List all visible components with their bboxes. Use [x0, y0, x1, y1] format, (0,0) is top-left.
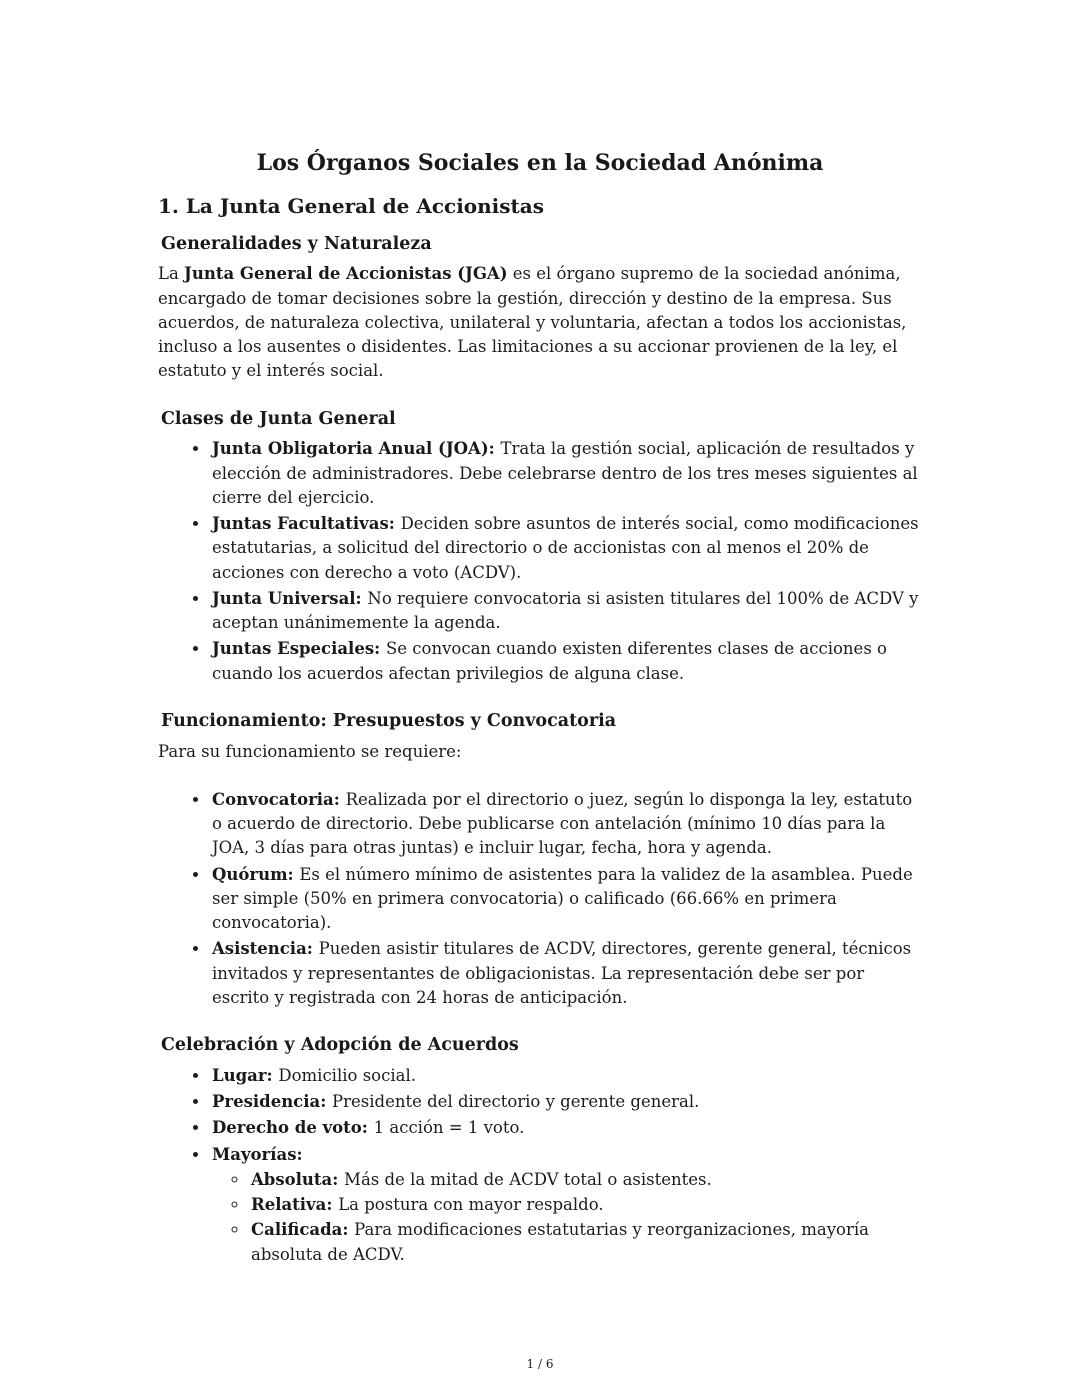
bullet-text: Pueden asistir titulares de ACDV, directores, gerente general, técnicos invitados y representantes de obligacionistas. La representación debe ser por escrito y registrada con 24 horas de anticipación. — [212, 939, 912, 1007]
bullet-text: Presidente del directorio y gerente general. — [332, 1092, 700, 1111]
list-item-asistencia — [210, 937, 922, 1010]
paragraph-generalidades — [158, 262, 922, 383]
bullet-text: Trata la gestión social, aplicación de resultados y elección de administradores. Debe celebrarse dentro de los tres meses siguientes al cierre del ejercicio. — [212, 439, 918, 507]
bullet-text: Es el número mínimo de asistentes para la validez de la asamblea. Puede ser simple (50% en primera convocatoria) o calificado (66.66% en primera convocatoria). — [212, 864, 913, 932]
bullet-lead: Derecho de voto: — [212, 1118, 374, 1138]
bullet-text: Deciden sobre asuntos de interés social, como modificaciones estatutarias, a solicitud del directorio o de accionistas con al menos el 20% de acciones con derecho a voto (ACDV). — [212, 514, 919, 582]
celebracion-bullet-list — [158, 1064, 922, 1267]
page-number: 1 / 6 — [526, 1357, 554, 1371]
bullet-text: Realizada por el directorio o juez, según lo disponga la ley, estatuto o acuerdo de directorio. Debe publicarse con antelación (mínimo 10 días para la JOA, 3 días para otras juntas) e incluir lugar, fecha, hora y agenda. — [212, 789, 913, 858]
subheading-generalidades: Generalidades y Naturaleza — [161, 233, 432, 254]
paragraph-text-post: es el órgano supremo de la sociedad anónima, encargado de tomar decisiones sobre la gestión, dirección y destino de la empresa. Sus acuerdos, de naturaleza colectiva, unilateral y voluntaria, afectan a todos los accionistas, incluso a los ausentes o disidentes. Las limitaciones a su accionar provienen de la ley, el estatuto y el interés social. — [158, 264, 907, 381]
bullet-text: Se convocan cuando existen diferentes clases de acciones o cuando los acuerdos afectan privilegios de alguna clase. — [212, 639, 887, 683]
bullet-lead: Calificada: — [251, 1220, 355, 1240]
paragraph-bold-term: Junta General de Accionistas (JGA) — [184, 264, 508, 284]
bullet-lead: Quórum: — [212, 864, 300, 884]
bullet-text: Más de la mitad de ACDV total o asistentes. — [344, 1169, 712, 1189]
mayorias-sub-list — [212, 1168, 922, 1267]
bullet-text: Para modificaciones estatutarias y reorganizaciones, mayoría absoluta de ACDV. — [251, 1220, 869, 1264]
funcionamiento-bullet-list — [158, 788, 922, 1010]
bullet-lead: Junta Obligatoria Anual (JOA): — [212, 439, 501, 459]
bullet-lead: Lugar: — [212, 1065, 279, 1085]
bullet-lead: Junta Universal: — [212, 588, 368, 608]
bullet-text: 1 acción = 1 voto. — [373, 1118, 525, 1138]
document-title: Los Órganos Sociales en la Sociedad Anónima — [256, 150, 824, 176]
bullet-lead: Juntas Facultativas: — [212, 514, 401, 533]
sub-list-item-calificada — [249, 1218, 922, 1267]
bullet-lead: Presidencia: — [212, 1092, 333, 1111]
list-item-convocatoria — [210, 788, 922, 861]
list-item-juntas-especiales — [210, 637, 922, 686]
bullet-lead: Absoluta: — [251, 1169, 345, 1189]
clases-bullet-list — [158, 437, 922, 686]
bullet-lead: Relativa: — [251, 1195, 339, 1214]
list-item-junta-obligatoria — [210, 437, 922, 510]
list-item-lugar — [210, 1064, 922, 1088]
bullet-lead: Convocatoria: — [212, 789, 346, 809]
list-item-presidencia — [210, 1090, 922, 1114]
list-item-junta-universal — [210, 587, 922, 636]
paragraph-text-pre: La — [158, 264, 185, 284]
bullet-lead: Juntas Especiales: — [212, 639, 386, 659]
subheading-funcionamiento: Funcionamiento: Presupuestos y Convocatoria — [161, 710, 617, 731]
sub-list-item-absoluta — [249, 1168, 922, 1192]
funcionamiento-intro: Para su funcionamiento se requiere: — [158, 741, 462, 761]
bullet-lead: Mayorías: — [212, 1144, 303, 1164]
bullet-text: La postura con mayor respaldo. — [338, 1195, 604, 1214]
bullet-text: Domicilio social. — [278, 1065, 416, 1085]
bullet-text: No requiere convocatoria si asisten titulares del 100% de ACDV y aceptan unánimemente la agenda. — [212, 588, 919, 632]
list-item-juntas-facultativas — [210, 512, 922, 585]
list-item-mayorias — [210, 1143, 922, 1267]
subheading-clases: Clases de Junta General — [161, 408, 396, 429]
list-item-derecho-de-voto — [210, 1116, 922, 1140]
list-item-quorum — [210, 863, 922, 936]
sub-list-item-relativa — [249, 1193, 922, 1217]
section-1-heading: 1. La Junta General de Accionistas — [158, 193, 544, 218]
subheading-celebracion: Celebración y Adopción de Acuerdos — [161, 1035, 519, 1055]
bullet-lead: Asistencia: — [212, 939, 319, 959]
